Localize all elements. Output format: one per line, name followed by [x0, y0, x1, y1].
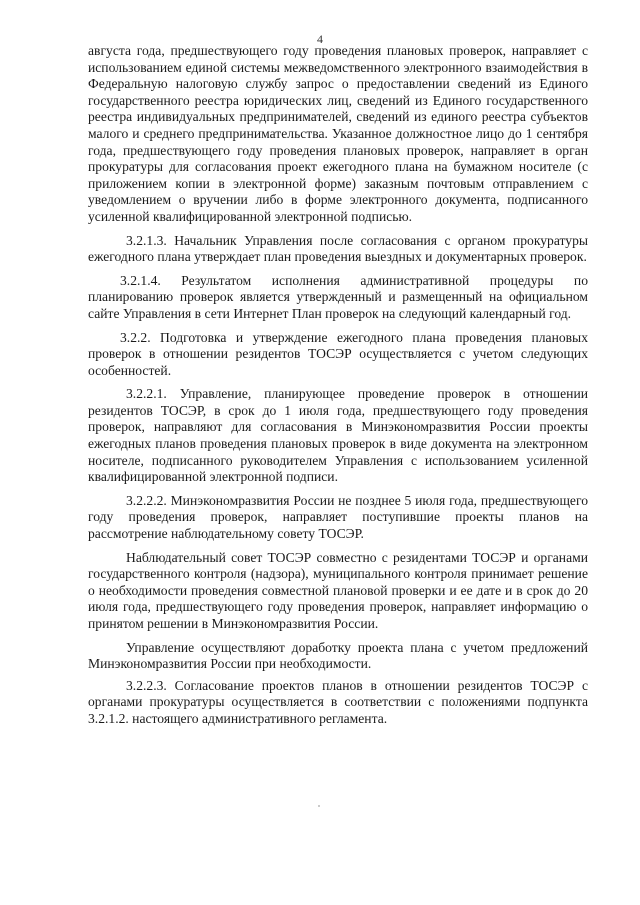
page-number: 4	[317, 32, 323, 46]
paragraph-revision: Управление осуществляют доработку проекта плана с учетом предложений Минэкономразвития России при необходимости.	[88, 639, 588, 672]
paragraph-3-2-2: 3.2.2. Подготовка и утверждение ежегодного плана проведения плановых проверок в отношении резидентов ТОСЭР осуществляется с учетом следующих особенностей.	[88, 329, 588, 378]
document-body	[88, 43, 588, 728]
paragraph-3-2-2-3: 3.2.2.3. Согласование проектов планов в отношении резидентов ТОСЭР с органами прокуратуры осуществляется в соответствии с положениями подпункта 3.2.1.2. настоящего административного регламента.	[88, 677, 588, 726]
paragraph-continuation: августа года, предшествующего году проведения плановых проверок, направляет с использованием единой системы межведомственного электронного взаимодействия в Федеральную налоговую службу запрос о предоставлении сведений из Единого государственного реестра юридических лиц, сведений из Единого государственного реестра индивидуальных предпринимателей, сведений из единого реестра субъектов малого и среднего предпринимательства. Указанное должностное лицо до 1 сентября года, предшествующего году проведения плановых проверок, направляет в орган прокуратуры для согласования проект ежегодного плана на бумажном носителе (с приложением копии в электронной форме) заказным почтовым отправлением с уведомлением о вручении либо в форме электронного документа, подписанного усиленной квалифицированной электронной подписью.	[88, 43, 588, 224]
paragraph-supervisory-board: Наблюдательный совет ТОСЭР совместно с резидентами ТОСЭР и органами государственного контроля (надзора), муниципального контроля принимает решение о необходимости проведения совместной плановой проверки и ее дате и в срок до 20 июля года, предшествующего году проведения проверок, направляет информацию о принятом решении в Минэкономразвития России.	[88, 549, 588, 631]
paragraph-3-2-1-3: 3.2.1.3. Начальник Управления после согласования с органом прокуратуры ежегодного плана утверждает план проведения выездных и документарных проверок.	[88, 232, 588, 265]
scan-speck	[318, 805, 320, 807]
paragraph-3-2-2-2: 3.2.2.2. Минэкономразвития России не позднее 5 июля года, предшествующего году проведения проверок, направляет поступившие проекты планов на рассмотрение наблюдательному совету ТОСЭР.	[88, 492, 588, 542]
paragraph-3-2-2-1: 3.2.2.1. Управление, планирующее проведение проверок в отношении резидентов ТОСЭР, в срок до 1 июля года, предшествующего году проведения проверок, направляют для согласования в Минэкономразвития России проекты ежегодных планов проведения плановых проверок в виде документа на электронном носителе, подписанного руководителем Управления с использованием усиленной квалифицированной электронной подписи.	[88, 386, 588, 485]
paragraph-3-2-1-4: 3.2.1.4. Результатом исполнения административной процедуры по планированию проверок является утвержденный и размещенный на официальном сайте Управления в сети Интернет План проверок на следующий календарный год.	[88, 272, 588, 321]
